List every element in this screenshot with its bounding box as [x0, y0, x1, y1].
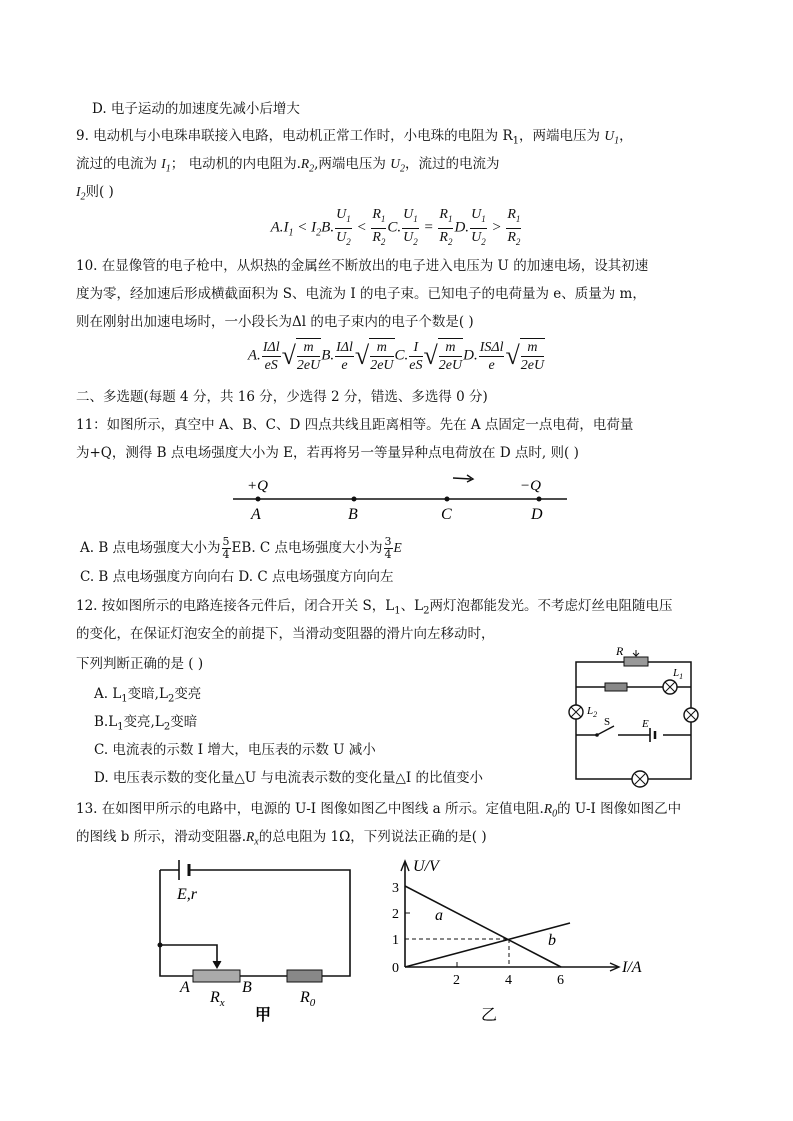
q10-line3: 则在刚射出加速电场时，一小段长为Δl 的电子束内的电子个数是( ): [76, 314, 474, 330]
q13-x-axis-label: I/A: [622, 959, 642, 976]
q9-text: 流过的电流为: [76, 156, 162, 172]
q13-line-a-label: a: [435, 907, 443, 924]
q13-line2: 的图线 b 所示，滑动变阻器$.R_x$的总电阻为 1Ω，下列说法正确的是( ): [76, 829, 487, 848]
q11-options-ab: A. B 点电场强度大小为 $\frac{5}{4}$ EB. C 点电场强度大小为 $\frac{3}{4}$ E: [80, 535, 402, 561]
q13-x-tick-label-4: 4: [505, 973, 512, 988]
q12-label-e: E: [642, 718, 649, 730]
arrow-down-icon: [633, 650, 639, 656]
q13-text: 的 U-I 图像如图乙中: [557, 801, 682, 817]
q13-graph-yi: [380, 855, 670, 1030]
q13-line1: 13. 在如图甲所示的电路中，电源的 U-I 图像如图乙中图线 a 所示。定值电阻$.R_0$的 U-I 图像如图乙中: [76, 801, 682, 820]
q12-outer-wire: [576, 687, 691, 779]
q12-text: 、L: [400, 598, 424, 614]
q12-line3: 下列判断正确的是 ( ): [76, 656, 204, 672]
q12-option-d: D. 电压表示数的变化量△U 与电流表示数的变化量△I 的比值变小: [94, 770, 483, 786]
q9-text: ,两端电压为: [314, 156, 391, 172]
q11-point-c: [445, 497, 450, 502]
q12-text: A. L: [94, 686, 122, 702]
q13-text: 的总电阻为 1Ω，下列说法正确的是( ): [258, 829, 487, 845]
q12-label-l2: $L_2$: [587, 705, 598, 719]
q9-text: 9. 电动机与小电珠串联接入电路，电动机正常工作时，小电珠的电阻为 R: [76, 128, 513, 144]
arrow-down-icon: [213, 961, 221, 968]
q12-text: 变暗,L: [127, 686, 168, 702]
q11-line1: 11：如图所示，真空中 A、B、C、D 四点共线且距离相等。先在 A 点固定一点电荷，电荷量: [76, 417, 634, 433]
q11-charge-plus: +Q: [247, 478, 268, 494]
q11-label-b: B: [348, 506, 358, 523]
q11-label-d: D: [531, 506, 543, 523]
q13-y-tick-label-2: 2: [392, 907, 399, 922]
q13-x-tick-label-2: 2: [453, 973, 460, 988]
q9-text: ，: [619, 128, 633, 144]
q11-label-c: C: [441, 506, 452, 523]
q12-text: 两灯泡都能发光。不考虑灯丝电阻随电压: [429, 598, 673, 614]
q13-line-a: [405, 886, 561, 967]
q13-label-a: A: [180, 979, 190, 996]
q13-label-er: E,r: [177, 886, 197, 903]
q13-y-axis-label: U/V: [413, 858, 439, 875]
q11-arrow-line: [453, 478, 471, 479]
q8-option-d: D. 电子运动的加速度先减小后增大: [92, 101, 300, 117]
q11-line2: 为+Q，测得 B 点电场强度大小为 E，若再将另一等量异种点电荷放在 D 点时, 则( ): [76, 445, 579, 461]
q11-text: E: [231, 540, 242, 556]
q11-text: A. B 点电场强度大小为: [80, 540, 221, 556]
q13-label-rx: $R_x$: [210, 989, 225, 1009]
q13-text: 的图线 b 所示，滑动变阻器.: [76, 829, 247, 845]
q13-line-b-label: b: [548, 932, 556, 949]
q9-line2: 流过的电流为 $I_1$； 电动机的内电阻为$.R_2$,两端电压为 $U_2$，流过的电流为: [76, 156, 500, 175]
q10-line2: 度为零，经加速后形成横截面积为 S、电流为 I 的电子束。已知电子的电荷量为 e、质量为 m，: [76, 286, 646, 302]
q11-options-cd: C. B 点电场强度方向向右 D. C 点电场强度方向向左: [80, 569, 394, 585]
q9-text: 则( ): [85, 184, 114, 200]
q9-text: ； 电动机的内电阻为.: [170, 156, 301, 172]
q11-point-a: [256, 497, 261, 502]
q12-label-s: S: [604, 716, 611, 728]
q9-options-formula: $A.I_1 < I_2B$. $\frac{U_1}{U_2}$ < $\frac{R_1}{R_2}$ C. $\frac{U_1}{U_2}$ = $\frac{R_1}{R_2}$ D. $\frac{U_1}{U_2}$ > $\frac{R_1}{R_2}$: [270, 207, 521, 247]
q11-point-d: [537, 497, 542, 502]
q13-junction: [158, 943, 163, 948]
q12-text: 12. 按如图所示的电路连接各元件后，闭合开关 S，L: [76, 598, 395, 614]
q9-text: ，两端电压为: [519, 128, 605, 144]
q13-caption-jia: 甲: [255, 1007, 272, 1024]
q13-y-tick-label-3: 3: [392, 881, 399, 896]
q13-text: 13. 在如图甲所示的电路中，电源的 U-I 图像如图乙中图线 a 所示。定值电阻.: [76, 801, 544, 817]
q12-text: 变亮: [174, 686, 202, 702]
q13-slider-wire: [160, 945, 217, 966]
q9-line1: 9. 电动机与小电珠串联接入电路，电动机正常工作时，小电珠的电阻为 $R_1$，两端电压为 $U_1$，: [76, 128, 633, 147]
q13-y-tick-label-0: 0: [392, 961, 399, 976]
q13-caption-yi: 乙: [481, 1007, 498, 1024]
q12-resistor: [605, 683, 627, 691]
q12-line2: 的变化，在保证灯泡安全的前提下，当滑动变阻器的滑片向左移动时，: [76, 626, 495, 642]
q11-point-b: [352, 497, 357, 502]
q13-y-tick-label-1: 1: [392, 933, 399, 948]
q10-options-formula: A. IΔl eS √ $\frac{m}{2eU}$ B. IΔl e √ $\frac{m}{2eU}$ C. $\frac{I}{eS}$ √ $\frac{m}{2eU}$ D. ISΔl e √ $\frac{m}{2eU}$: [247, 339, 545, 373]
q13-x-tick-label-6: 6: [557, 973, 564, 988]
q13-circuit-jia: [150, 855, 365, 1030]
q12-option-a: A. $L_1$变暗$,L_2$变亮: [94, 686, 202, 705]
q12-text: 变亮,L: [123, 714, 164, 730]
q13-rheostat-rx: [193, 970, 240, 982]
q12-rheostat: [624, 657, 648, 666]
q12-label-l1: $L_1$: [673, 667, 684, 681]
q13-resistor-r0: [287, 970, 322, 982]
q12-circuit-figure: [562, 640, 717, 795]
q12-text: B.L: [94, 714, 118, 730]
q12-line1: 12. 按如图所示的电路连接各元件后，闭合开关 S，$L_1$、$L_2$两灯泡都能发光。不考虑灯丝电阻随电压: [76, 598, 673, 617]
q11-label-a: A: [251, 506, 261, 523]
q10-line1: 10. 在显像管的电子枪中，从炽热的金属丝不断放出的电子进入电压为 U 的加速电场，设其初速: [76, 258, 649, 274]
q12-text: 变暗: [170, 714, 198, 730]
q12-option-b: $B.L_1$变亮$,L_2$变暗: [94, 714, 198, 733]
q13-label-b: B: [242, 979, 252, 996]
q12-option-c: C. 电流表的示数 I 增大，电压表的示数 U 减小: [94, 742, 376, 758]
section-2-heading: 二、多选题(每题 4 分，共 16 分，少选得 2 分，错选、多选得 0 分): [76, 389, 488, 405]
q11-charge-line-figure: [225, 468, 575, 524]
q11-text: E: [393, 540, 402, 555]
q9-line3: $I_2$则( ): [76, 184, 114, 203]
q12-label-r: R: [616, 644, 624, 658]
q11-charge-minus: −Q: [520, 478, 541, 494]
q11-text: B. C 点电场强度大小为: [241, 540, 383, 556]
q13-label-r0: $R_0$: [300, 989, 316, 1009]
q9-text: ，流过的电流为: [404, 156, 500, 172]
